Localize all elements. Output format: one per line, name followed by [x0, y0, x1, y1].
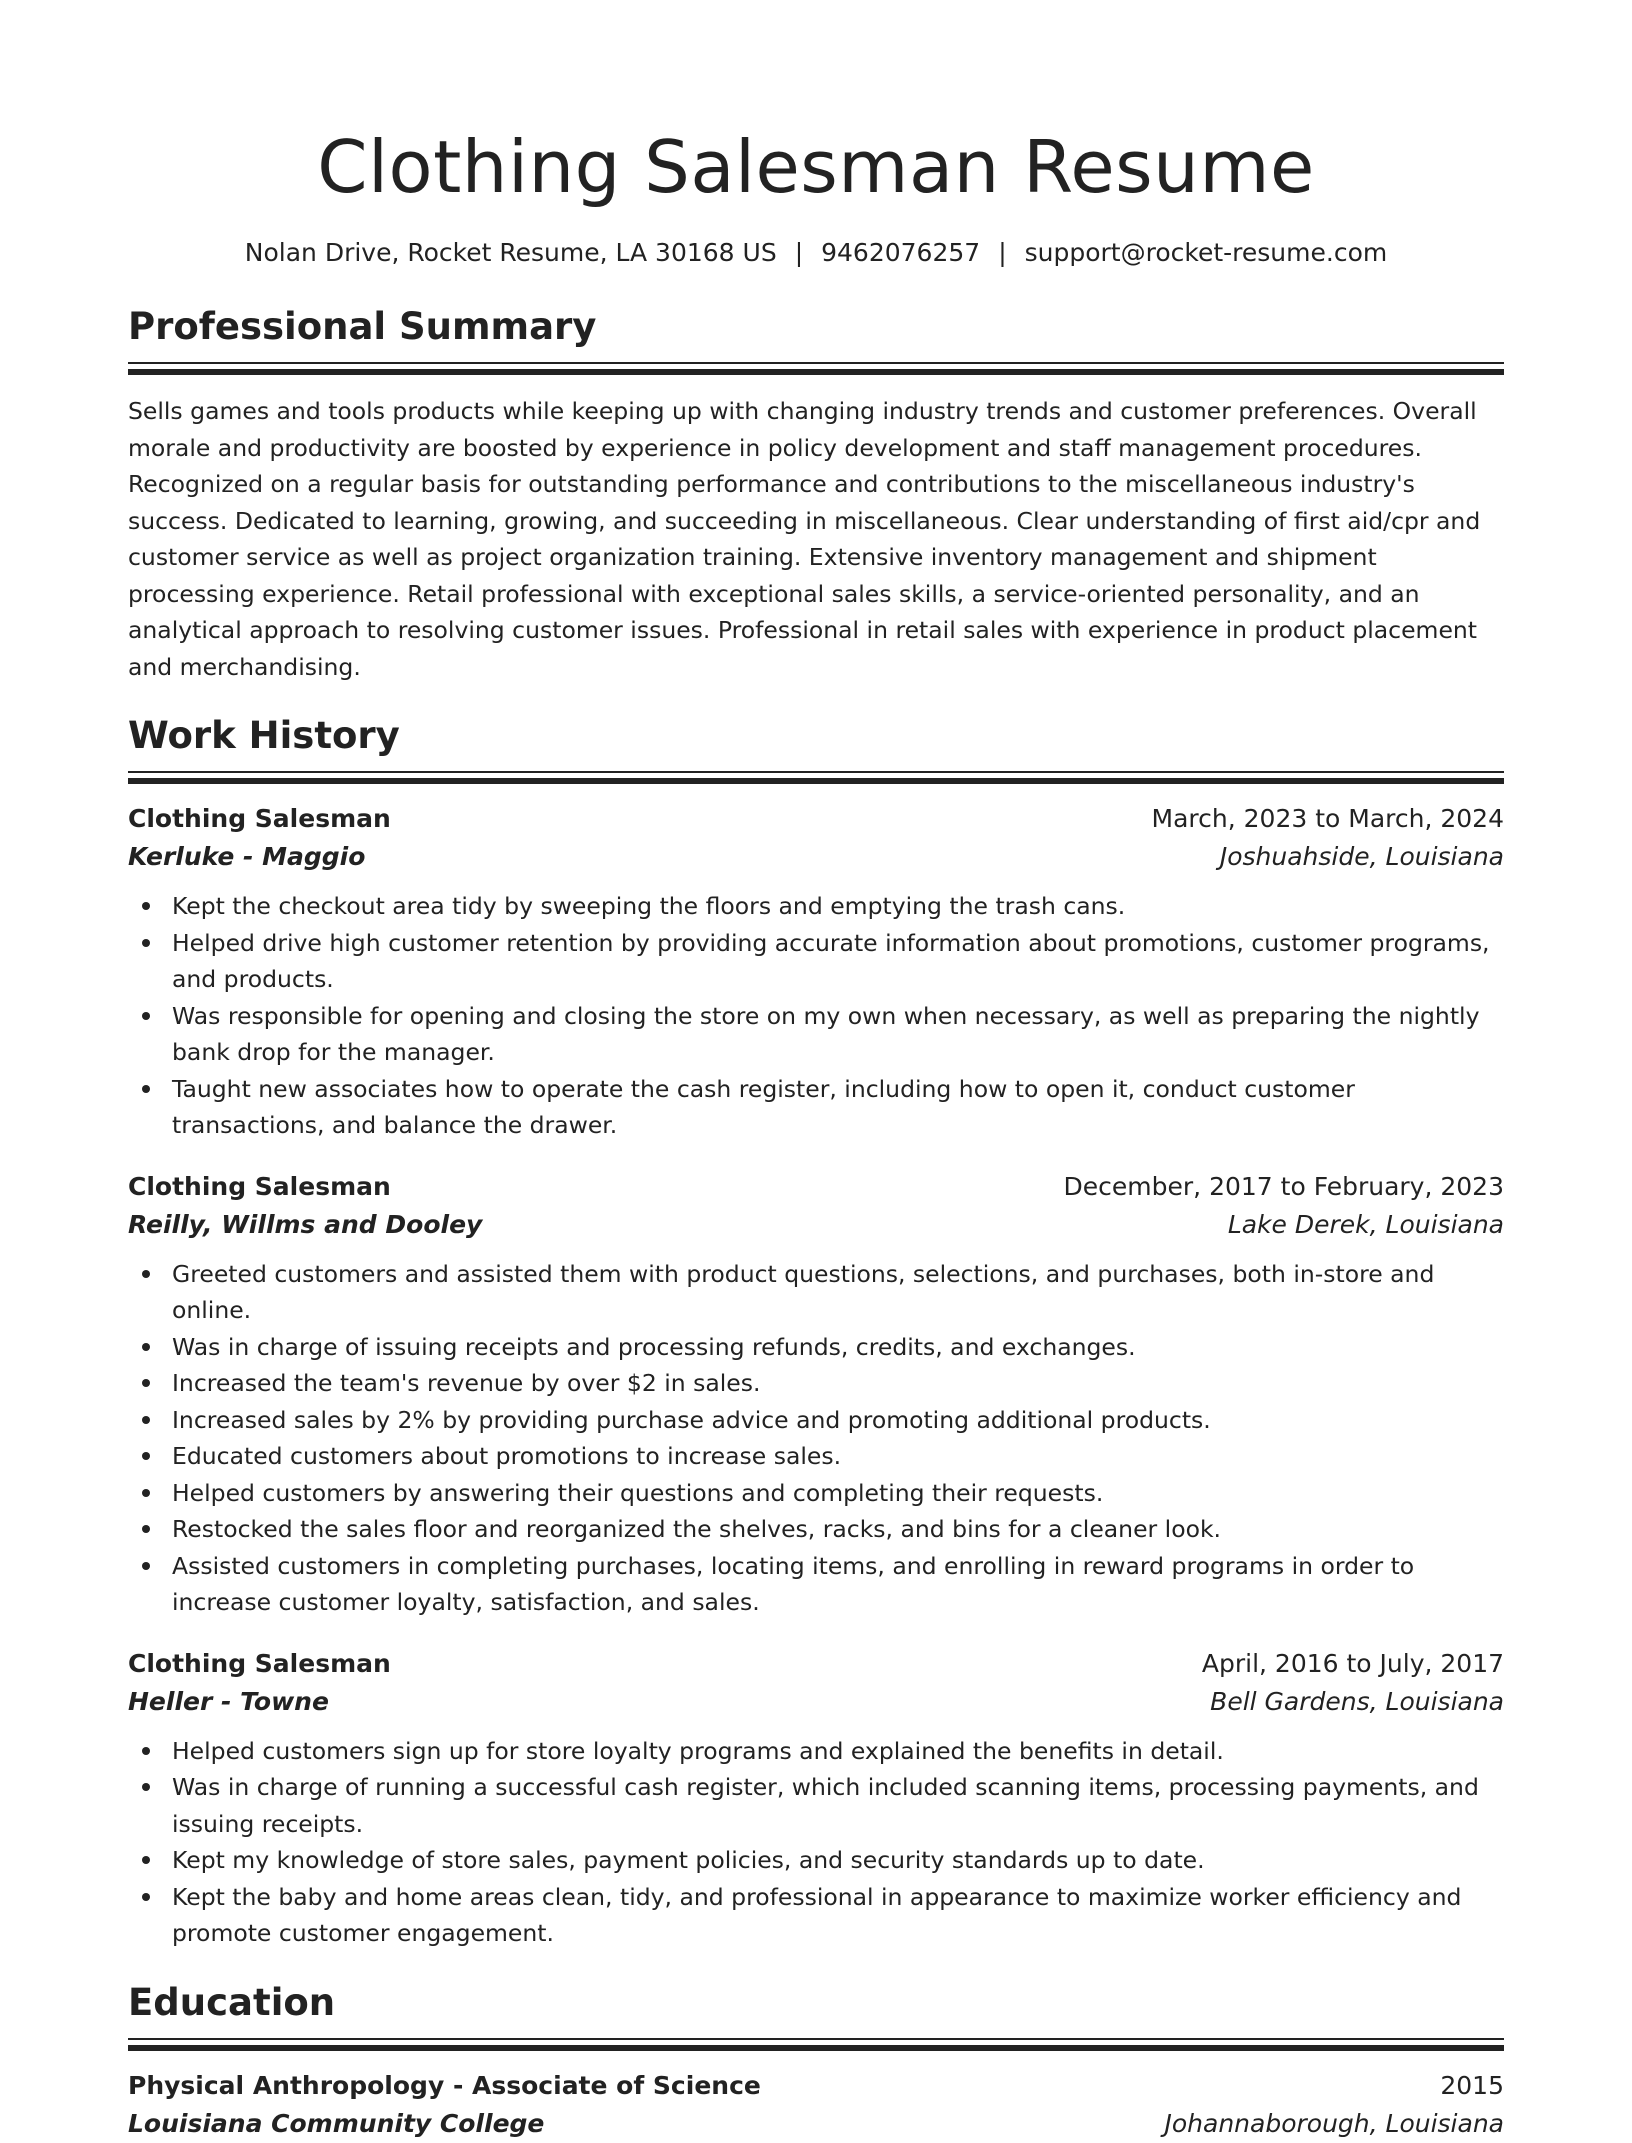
bullet-icon [142, 1893, 150, 1901]
bullet-item [128, 1842, 1504, 1879]
bullet-item [128, 1475, 1504, 1512]
bullet-item [128, 998, 1504, 1071]
bullet-icon [142, 1012, 150, 1020]
contact-address: Nolan Drive, Rocket Resume, LA 30168 US [244, 238, 777, 267]
bullet-text: Restocked the sales floor and reorganized the shelves, racks, and bins for a cleaner look. [172, 1515, 1222, 1543]
bullet-text: Helped customers sign up for store loyalty programs and explained the benefits in detail. [172, 1736, 1224, 1765]
summary-section [128, 304, 1504, 685]
job-title: Clothing Salesman [128, 1171, 391, 1201]
job-location: Lake Derek, Louisiana [1227, 1209, 1504, 1239]
job-entry [128, 1168, 1504, 1621]
job-title: Clothing Salesman [128, 1648, 391, 1678]
contact-line [128, 236, 1504, 270]
bullet-text: Was responsible for opening and closing the store on my own when necessary, as well as preparing the nightly bank drop for the manager. [172, 1001, 1480, 1066]
job-location: Bell Gardens, Louisiana [1210, 1686, 1504, 1716]
bullet-item [128, 1879, 1504, 1952]
bullet-text: Kept the checkout area tidy by sweeping the floors and emptying the trash cans. [172, 892, 1126, 920]
bullet-text: Kept the baby and home areas clean, tidy, and professional in appearance to maximize worker efficiency and promote customer engagement. [172, 1882, 1462, 1947]
job-company: Kerluke - Maggio [128, 842, 366, 871]
contact-email: support@rocket-resume.com [1024, 238, 1388, 267]
job-company-row [128, 838, 1504, 876]
education-year: 2015 [1440, 2070, 1504, 2100]
bullet-item [128, 1769, 1504, 1842]
bullet-item [128, 1071, 1504, 1144]
job-dates: March, 2023 to March, 2024 [1151, 804, 1504, 833]
bullet-item [128, 1402, 1504, 1439]
job-company-row [128, 1683, 1504, 1721]
contact-separator: | [794, 238, 804, 267]
education-school-row [128, 2105, 1504, 2143]
bullet-text: Was in charge of issuing receipts and processing refunds, credits, and exchanges. [172, 1332, 1136, 1361]
bullet-text: Increased sales by 2% by providing purchase advice and promoting additional products. [172, 1405, 1211, 1434]
job-bullets [128, 1733, 1504, 1952]
bullet-icon [142, 1416, 150, 1424]
bullet-icon [142, 939, 150, 947]
bullet-text: Assisted customers in completing purchases, locating items, and enrolling in reward programs in order to increase customer loyalty, satisfaction, and sales. [172, 1551, 1415, 1616]
job-header-row [128, 1645, 1504, 1683]
bullet-icon [142, 1856, 150, 1864]
job-entry [128, 1645, 1504, 1952]
contact-separator: | [998, 238, 1007, 267]
bullet-text: Increased the team's revenue by over $2 in sales. [172, 1369, 761, 1397]
job-dates: December, 2017 to February, 2023 [1063, 1171, 1504, 1201]
education-location: Johannaborough, Louisiana [1164, 2108, 1504, 2138]
bullet-icon [142, 1489, 150, 1497]
education-school: Louisiana Community College [128, 2108, 545, 2138]
bullet-icon [142, 1343, 150, 1351]
bullet-item [128, 1365, 1504, 1402]
bullet-text: Kept my knowledge of store sales, payment policies, and security standards up to date. [172, 1846, 1205, 1874]
bullet-icon [142, 1452, 150, 1460]
bullet-icon [142, 1562, 150, 1570]
job-dates: April, 2016 to July, 2017 [1201, 1648, 1504, 1678]
bullet-icon [142, 1747, 150, 1755]
education-section [128, 1980, 1504, 2143]
section-divider [128, 2038, 1504, 2051]
bullet-icon [142, 1783, 150, 1791]
bullet-item [128, 1329, 1504, 1366]
bullet-icon [142, 902, 150, 910]
contact-phone: 9462076257 [821, 238, 981, 267]
section-divider [128, 771, 1504, 784]
job-header-row [128, 1168, 1504, 1206]
resume-title: Clothing Salesman Resume [317, 125, 1315, 209]
bullet-icon [142, 1085, 150, 1093]
bullet-item [128, 888, 1504, 925]
job-bullets [128, 888, 1504, 1144]
education-degree: Physical Anthropology - Associate of Science [128, 2070, 761, 2100]
job-location: Joshuahside, Louisiana [1219, 842, 1504, 871]
job-company: Heller - Towne [128, 1686, 329, 1716]
section-heading-work-history: Work History [128, 714, 400, 757]
bullet-item [128, 1438, 1504, 1475]
bullet-text: Greeted customers and assisted them with product questions, selections, and purchases, both in-store and online. [172, 1259, 1435, 1324]
bullet-item [128, 1256, 1504, 1329]
bullet-item [128, 925, 1504, 998]
bullet-text: Was in charge of running a successful cash register, which included scanning items, processing payments, and issuing receipts. [172, 1773, 1479, 1838]
job-bullets [128, 1256, 1504, 1621]
section-heading-summary: Professional Summary [128, 305, 597, 348]
job-header-row [128, 800, 1504, 838]
bullet-text: Taught new associates how to operate the cash register, including how to open it, conduct customer transactions, and balance the drawer. [172, 1074, 1355, 1139]
bullet-icon [142, 1525, 150, 1533]
education-entry [128, 2067, 1504, 2143]
bullet-icon [142, 1270, 150, 1278]
job-company-row [128, 1206, 1504, 1244]
bullet-item [128, 1511, 1504, 1548]
section-heading-education: Education [128, 1980, 336, 2024]
bullet-text: Helped drive high customer retention by providing accurate information about promotions, customer programs, and products. [172, 928, 1490, 993]
job-entry [128, 800, 1504, 1144]
bullet-item [128, 1733, 1504, 1770]
summary-text: Sells games and tools products while keeping up with changing industry trends and customer preferences. Overall morale and productivity are boosted by experience in policy development and staff management procedures. Recognized on a regular basis for outstanding performance and contributions to the miscellaneous industry's success. Dedicated to learning, growing, and succeeding in miscellaneous. Clear understanding of first aid/cpr and customer service as well as project organization training. Extensive inventory management and shipment processing experience. Retail professional with exceptional sales skills, a service-oriented personality, and an analytical approach to resolving customer issues. Professional in retail sales with experience in product placement and merchandising. [128, 397, 1481, 681]
bullet-text: Educated customers about promotions to increase sales. [172, 1442, 842, 1470]
bullet-text: Helped customers by answering their questions and completing their requests. [172, 1478, 1104, 1507]
bullet-item [128, 1548, 1504, 1621]
education-header-row [128, 2067, 1504, 2105]
job-company: Reilly, Willms and Dooley [128, 1209, 483, 1239]
bullet-icon [142, 1379, 150, 1387]
section-divider [128, 362, 1504, 375]
job-title: Clothing Salesman [128, 804, 391, 833]
work-history-section [128, 713, 1504, 1952]
